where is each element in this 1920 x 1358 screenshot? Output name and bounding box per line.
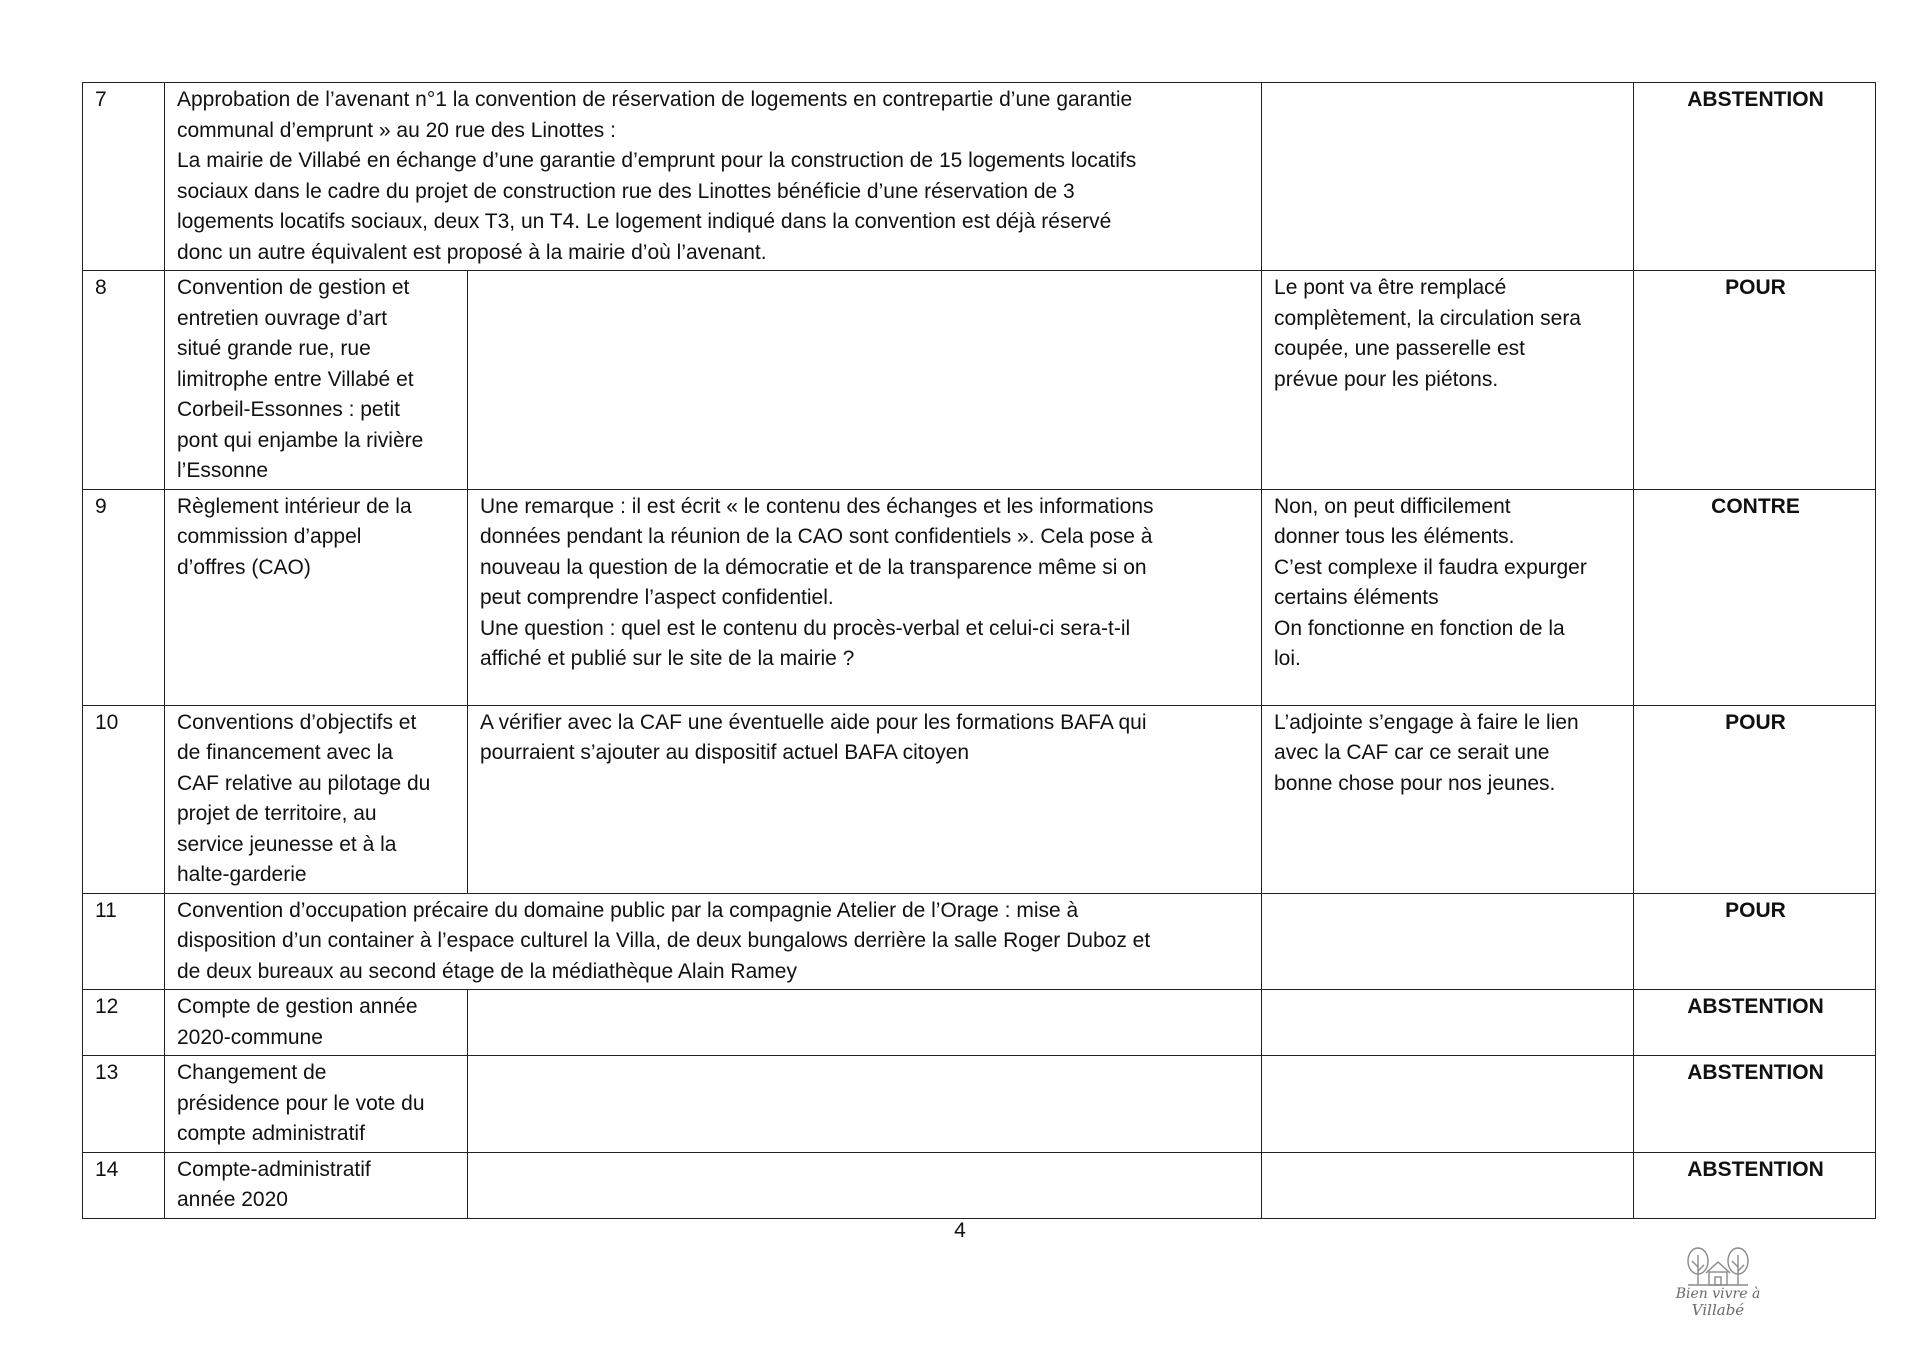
item-question (468, 1152, 1262, 1218)
vote-result: ABSTENTION (1634, 83, 1876, 271)
answer-line: C’est complexe il faudra expurger (1274, 555, 1587, 579)
villabe-logo (1668, 1245, 1768, 1325)
item-question (468, 489, 1262, 705)
table-row (83, 990, 1876, 1056)
vote-result: ABSTENTION (1634, 1056, 1876, 1153)
table-row (83, 83, 1876, 271)
subject-line: projet de territoire, au (177, 802, 377, 825)
question-line: nouveau la question de la démocratie et de la transparence même si on (480, 555, 1147, 579)
subject-line: Conventions d’objectifs et (177, 710, 417, 734)
table-row (83, 1152, 1876, 1218)
subject-line: La mairie de Villabé en échange d’une garantie d’emprunt pour la construction de 15 logements locatifs (177, 149, 1137, 172)
logo-text-line: Villabé (1691, 1301, 1745, 1319)
subject-line: disposition d’un container à l’espace culturel la Villa, de deux bungalows derrière la salle Roger Duboz et (177, 929, 1151, 952)
subject-line: Corbeil-Essonnes : petit (177, 398, 400, 421)
vote-result: ABSTENTION (1634, 1152, 1876, 1218)
item-question (468, 990, 1262, 1056)
subject-line: communal d’emprunt » au 20 rue des Linottes : (177, 118, 616, 142)
vote-result: ABSTENTION (1634, 990, 1876, 1056)
item-answer (1262, 1056, 1634, 1153)
item-answer (1262, 990, 1634, 1056)
item-question (468, 271, 1262, 490)
subject-line: sociaux dans le cadre du projet de construction rue des Linottes bénéficie d’une réservation de 3 (177, 179, 1075, 203)
question-line: affiché et publié sur le site de la mairie ? (480, 647, 855, 670)
question-line: A vérifier avec la CAF une éventuelle aide pour les formations BAFA qui (480, 710, 1147, 734)
item-answer (1262, 1152, 1634, 1218)
subject-line: de financement avec la (177, 741, 393, 764)
answer-line: complètement, la circulation sera (1274, 306, 1581, 330)
item-answer (1262, 83, 1634, 271)
item-number: 7 (83, 83, 165, 271)
answer-line: bonne chose pour nos jeunes. (1274, 771, 1556, 795)
item-number: 13 (83, 1056, 165, 1153)
answer-line: avec la CAF car ce serait une (1274, 741, 1550, 764)
subject-line: Règlement intérieur de la (177, 494, 412, 518)
item-answer (1262, 705, 1634, 893)
item-number: 11 (83, 893, 165, 990)
item-subject (165, 489, 468, 705)
answer-line: On fonctionne en fonction de la (1274, 616, 1565, 640)
table-row (83, 489, 1876, 705)
table-row (83, 1056, 1876, 1153)
item-question (468, 705, 1262, 893)
subject-line: Compte de gestion année (177, 995, 418, 1018)
subject-line: limitrophe entre Villabé et (177, 367, 414, 391)
subject-line: donc un autre équivalent est proposé à la mairie d’où l’avenant. (177, 240, 767, 264)
answer-line: coupée, une passerelle est (1274, 337, 1526, 360)
subject-line: service jeunesse et à la (177, 832, 397, 856)
subject-line: entretien ouvrage d’art (177, 306, 388, 330)
subject-line: logements locatifs sociaux, deux T3, un T4. Le logement indiqué dans la convention est déjà réservé (177, 210, 1112, 233)
question-line: Une question : quel est le contenu du procès-verbal et celui-ci sera-t-il (480, 616, 1131, 640)
question-line: Une remarque : il est écrit « le contenu des échanges et les informations (480, 494, 1154, 518)
item-number: 14 (83, 1152, 165, 1218)
table-row (83, 893, 1876, 990)
item-subject (165, 1152, 468, 1218)
answer-line: L’adjointe s’engage à faire le lien (1274, 710, 1579, 734)
item-answer (1262, 271, 1634, 490)
item-number: 9 (83, 489, 165, 705)
item-number: 10 (83, 705, 165, 893)
subject-line: l’Essonne (177, 459, 269, 482)
subject-line: 2020-commune (177, 1025, 323, 1049)
item-subject (165, 705, 468, 893)
vote-result: POUR (1634, 705, 1876, 893)
question-line: données pendant la réunion de la CAO sont confidentiels ». Cela pose à (480, 525, 1153, 548)
answer-line: Le pont va être remplacé (1274, 276, 1507, 299)
table-row (83, 705, 1876, 893)
answer-line: loi. (1274, 647, 1301, 670)
subject-line: Compte-administratif (177, 1157, 371, 1181)
subject-line: Approbation de l’avenant n°1 la convention de réservation de logements en contrepartie d’une garantie (177, 88, 1133, 111)
trees-and-house-icon (1668, 1245, 1768, 1289)
answer-line: Non, on peut difficilement (1274, 494, 1511, 518)
item-subject (165, 990, 468, 1056)
answer-line: prévue pour les piétons. (1274, 367, 1499, 391)
subject-line: présidence pour le vote du (177, 1091, 425, 1115)
subject-line: pont qui enjambe la rivière (177, 428, 424, 452)
item-subject (165, 271, 468, 490)
subject-line: CAF relative au pilotage du (177, 771, 431, 795)
subject-line: commission d’appel (177, 525, 362, 548)
item-subject (165, 893, 1262, 990)
item-subject (165, 83, 1262, 271)
question-line: pourraient s’ajouter au dispositif actuel BAFA citoyen (480, 741, 970, 764)
subject-line: de deux bureaux au second étage de la médiathèque Alain Ramey (177, 959, 797, 983)
subject-line: Convention d’occupation précaire du domaine public par la compagnie Atelier de l’Orage : mise à (177, 898, 1079, 922)
subject-line: Changement de (177, 1061, 327, 1084)
item-question (468, 1056, 1262, 1153)
subject-line: d’offres (CAO) (177, 555, 311, 579)
item-answer (1262, 489, 1634, 705)
subject-line: compte administratif (177, 1122, 365, 1145)
item-number: 8 (83, 271, 165, 490)
table-row (83, 271, 1876, 490)
logo-text-line: Bien vivre à (1675, 1286, 1761, 1302)
page-number: 4 (954, 1219, 966, 1242)
vote-result: CONTRE (1634, 489, 1876, 705)
subject-line: année 2020 (177, 1188, 288, 1211)
item-number: 12 (83, 990, 165, 1056)
subject-line: situé grande rue, rue (177, 337, 371, 360)
minutes-table (82, 82, 1876, 1219)
question-line: peut comprendre l’aspect confidentiel. (480, 586, 834, 609)
answer-line: donner tous les éléments. (1274, 525, 1515, 548)
answer-line: certains éléments (1274, 586, 1439, 609)
subject-line: Convention de gestion et (177, 276, 410, 299)
vote-result: POUR (1634, 893, 1876, 990)
item-answer (1262, 893, 1634, 990)
item-subject (165, 1056, 468, 1153)
subject-line: halte-garderie (177, 863, 307, 886)
vote-result: POUR (1634, 271, 1876, 490)
